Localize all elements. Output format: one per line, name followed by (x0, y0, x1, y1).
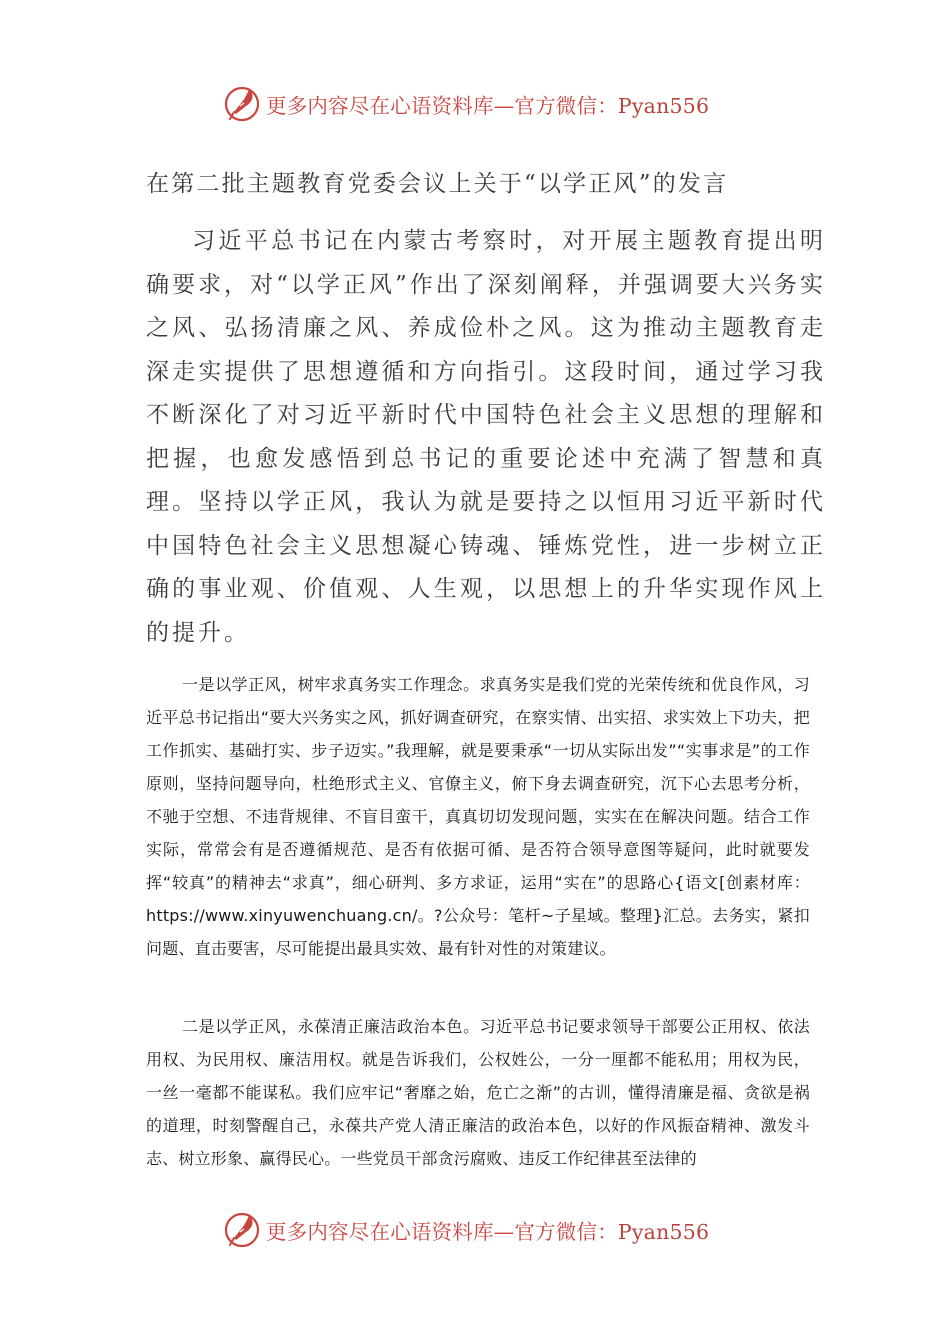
quill-pen-icon (222, 1210, 262, 1250)
quill-pen-icon (222, 84, 262, 124)
body-paragraph-2: 二是以学正风，永葆清正廉洁政治本色。习近平总书记要求领导干部要公正用权、依法用权、为民用权、廉洁用权。就是告诉我们，公权姓公，一分一厘都不能私用；用权为民，一丝一毫都不能谋私。我们应牢记“奢靡之始，危亡之渐”的古训，懂得清廉是福、贪欲是祸的道理，时刻警醒自己，永葆共产党人清正廉洁的政治本色，以好的作风振奋精神、激发斗志、树立形象、赢得民心。一些党员干部贪污腐败、违反工作纪律甚至法律的 (146, 1017, 810, 1168)
intro-paragraph: 习近平总书记在内蒙古考察时，对开展主题教育提出明确要求，对“以学正风”作出了深刻阐释，并强调要大兴务实之风、弘扬清廉之风、养成俭朴之风。这为推动主题教育走深走实提供了思想遵循和方向指引。这段时间，通过学习我不断深化了对习近平新时代中国特色社会主义思想的理解和把握，也愈发感悟到总书记的重要论述中充满了智慧和真理。坚持以学正风，我认为就是要持之以恒用习近平新时代中国特色社会主义思想凝心铸魂、锤炼党性，进一步树立正确的事业观、价值观、人生观，以思想上的升华实现作风上的提升。 (146, 228, 826, 646)
header-banner (222, 84, 742, 124)
banner-text: 更多内容尽在心语资料库—官方微信： (266, 94, 618, 118)
page-title: 在第二批主题教育党委会议上关于“以学正风”的发言 (146, 171, 729, 197)
banner-text: 更多内容尽在心语资料库—官方微信： (266, 1220, 618, 1244)
body-paragraph-1: 一是以学正风，树牢求真务实工作理念。求真务实是我们党的光荣传统和优良作风，习近平总书记指出“要大兴务实之风，抓好调查研究，在察实情、出实招、求实效上下功夫，把工作抓实、基础打实、步子迈实。”我理解，就是要秉承“一切从实际出发”“实事求是”的工作原则，坚持问题导向，杜绝形式主义、官僚主义，俯下身去调查研究，沉下心去思考分析，不驰于空想、不违背规律、不盲目蛮干，真真切切发现问题，实实在在解决问题。结合工作实际，常常会有是否遵循规范、是否有依据可循、是否符合领导意图等疑问，此时就要发挥“较真”的精神去“求真”，细心研判、多方求证，运用“实在”的思路心{语文[创素材库：https://www.xinyuwenchuang.cn/。?公众号：笔杆~子星域。整理}汇总。去务实，紧扣问题、直击要害，尽可能提出最具实效、最有针对性的对策建议。 (146, 675, 810, 958)
wechat-id: Pyan556 (617, 94, 710, 118)
wechat-id: Pyan556 (617, 1220, 710, 1244)
footer-banner (222, 1210, 742, 1250)
